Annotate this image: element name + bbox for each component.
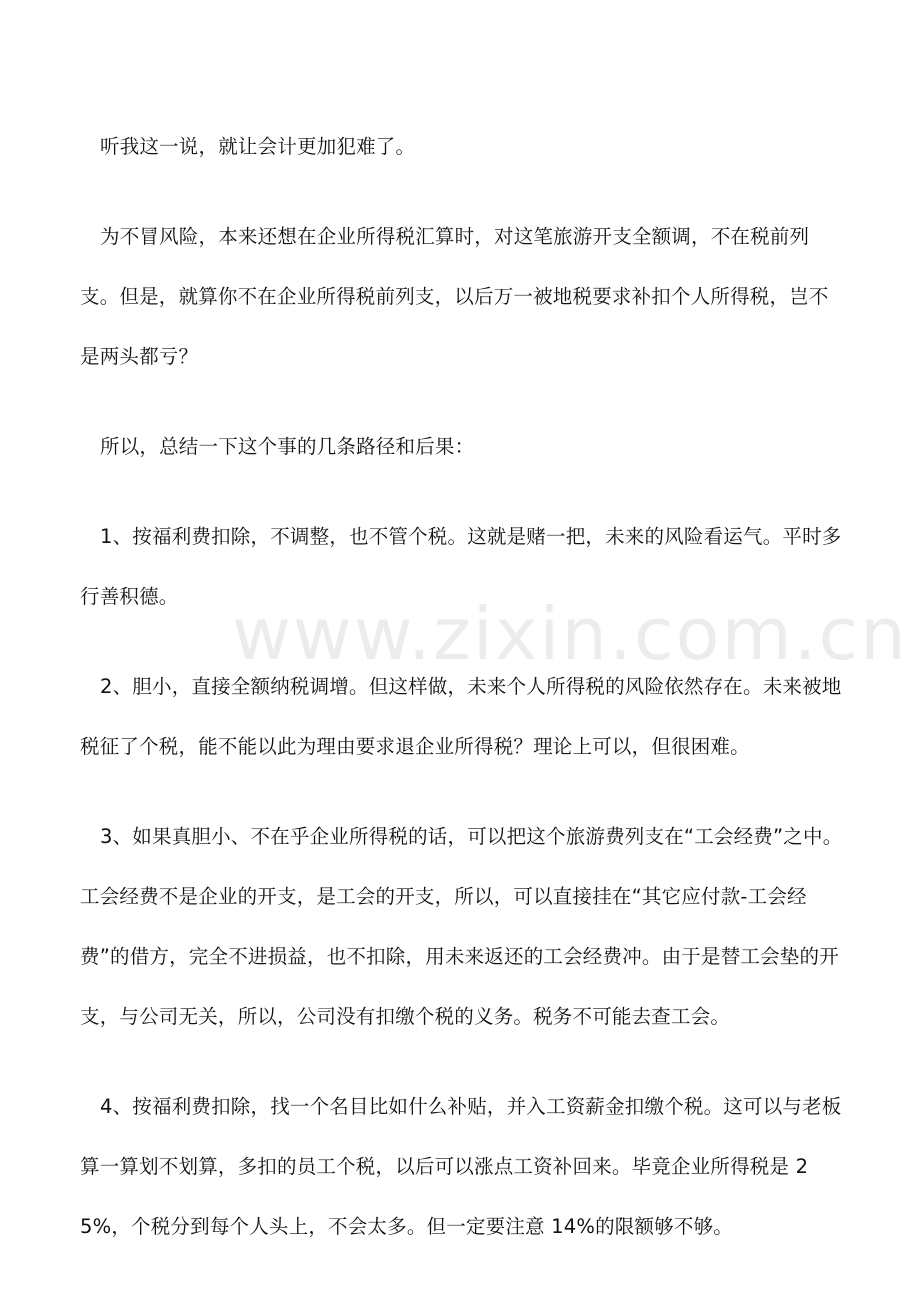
paragraph-7: 4、按福利费扣除，找一个名目比如什么补贴，并入工资薪金扣缴个税。这可以与老板算一算划不划算，多扣的员工个税，以后可以涨点工资补回来。毕竟企业所得税是 25%，个税分到每个人头上，不会太多。但一定要注意 14%的限额够不够。 — [80, 1095, 842, 1238]
paragraph-1: 听我这一说，就让会计更加犯难了。 — [100, 135, 416, 158]
paragraph-2: 为不冒风险，本来还想在企业所得税汇算时，对这笔旅游开支全额调，不在税前列支。但是，就算你不在企业所得税前列支，以后万一被地税要求补扣个人所得税，岂不是两头都亏？ — [80, 225, 829, 368]
paragraph-6: 3、如果真胆小、不在乎企业所得税的话，可以把这个旅游费列支在“工会经费”之中。工会经费不是企业的开支，是工会的开支，所以，可以直接挂在“其它应付款-工会经费”的借方，完全不进损益，也不扣除，用未来返还的工会经费冲。由于是替工会垫的开支，与公司无关，所以，公司没有扣缴个税的义务。税务不可能去查工会。 — [80, 825, 843, 1028]
paragraph-3: 所以，总结一下这个事的几条路径和后果： — [100, 435, 475, 458]
paragraph-5: 2、胆小，直接全额纳税调增。但这样做，未来个人所得税的风险依然存在。未来被地税征了个税，能不能以此为理由要求退企业所得税？理论上可以，但很困难。 — [80, 675, 842, 758]
watermark: www.zixin.com.cn — [232, 592, 908, 676]
paragraph-4: 1、按福利费扣除，不调整，也不管个税。这就是赌一把，未来的风险看运气。平时多行善积德。 — [80, 525, 842, 608]
document-body — [80, 117, 843, 1287]
